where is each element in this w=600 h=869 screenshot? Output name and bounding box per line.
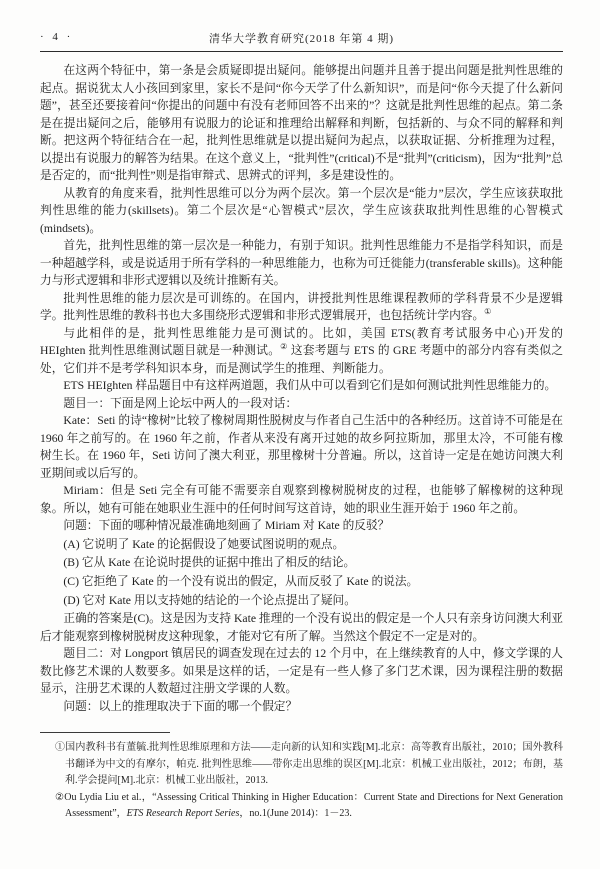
page-header: [40, 30, 563, 45]
text-run: 与此相伴的是，批判性思维能力是可测试的。比如，美国 ETS(教育考试服务中心)开发的 HEIghten 批判性思维测试题目就是一种测试。: [40, 326, 563, 357]
option-b: [40, 554, 563, 572]
journal-title: 清华大学教育研究(2018 年第 4 期): [208, 33, 395, 45]
text-run: ETS HEIghten 样品题目中有这样两道题，我们从中可以看到它们是如何测试批判性思维能力的。: [63, 379, 557, 392]
page-number: · 4 ·: [40, 31, 74, 43]
text-run: Kate：Seti 的诗“橡树”比较了橡树周期性脱树皮与作者自己生活中的各种经历。这首诗不可能是在 1960 年之前写的。在 1960 年之前，作者从来没有离开过她的故乡阿拉斯加，那里太冷，不可能有橡树生长。在 1960 年，Seti 访问了澳大利亚，那里橡树十分普遍。所以，这首诗一定是在她访问澳大利亚期间或以后写的。: [40, 414, 563, 480]
paragraph: [40, 377, 563, 395]
paragraph: [40, 185, 563, 238]
text-run: 从教育的角度来看，批判性思维可以分为两个层次。第一个层次是“能力”层次，学生应该获取批判性思维的能力(skillsets)。第二个层次是“心智模式”层次，学生应该获取批判性思维的心智模式(mindsets)。: [40, 186, 563, 235]
text-run: 问题：下面的哪种情况最准确地刻画了 Miriam 对 Kate 的反驳？: [63, 519, 390, 532]
text-run: (C) 它拒绝了 Kate 的一个没有说出的假定，从而反驳了 Kate 的说法。: [63, 575, 419, 589]
paragraph: [40, 290, 563, 325]
footnote: [40, 740, 563, 789]
paragraph: [40, 395, 563, 413]
footnotes-list: [40, 740, 563, 822]
footnote-marker: ①: [55, 742, 66, 754]
paragraph: [40, 517, 563, 535]
footnote-ref: ②: [280, 342, 288, 352]
paragraph: [40, 62, 563, 185]
text-run: ，no.1(June 2014)：1－23.: [239, 808, 352, 820]
text-run: 正确的答案是(C)。这是因为支持 Kate 推理的一个没有说出的假定是一个人只有亲身访问澳大利亚后才能观察到橡树脱树皮这种现象，才能对它有所了解。当然这个假定不一定是对的。: [40, 612, 563, 643]
text-run: 这套考题与 ETS 的 GRE 考题中的部分内容有类似之处，它们并不是考学科知识本身，而是测试学生的推理、判断能力。: [40, 344, 564, 375]
text-run: 题目一：下面是网上论坛中两人的一段对话：: [63, 396, 298, 410]
text-run: (B) 它从 Kate 在论说时提供的证据中推出了相反的结论。: [63, 556, 356, 570]
footnote-marker: ②: [55, 791, 65, 803]
paragraph: [40, 482, 563, 517]
paragraph: [40, 237, 563, 290]
option-c: [40, 573, 563, 591]
text-run: 批判性思维的能力层次是可训练的。在国内，讲授批判性思维课程教师的学科背景不少是逻辑学。批判性思维的教科书也大多围绕形式逻辑和非形式逻辑展开，也包括统计学内容。: [40, 291, 563, 322]
header-rule: [40, 51, 563, 52]
footnote-ref: ①: [484, 307, 492, 317]
text-run: 国内教科书有董毓.批判性思维原理和方法——走向新的认知和实践[M].北京：高等教育出版社，2010；国外教科书翻译为中文的有摩尔，帕克. 批判性思维——带你走出思维的误区[M].北京：机械工业出版社，2012；布朗，基利.学会提问[M].北京：机械工业出版社，2013.: [65, 742, 563, 787]
text-run: 题目二：对 Longport 镇居民的调查发现在过去的 12 个月中，在上继续教育的人中，修文学课的人数比修艺术课的人数要多。如果是这样的话，一定是有一些人修了多门艺术课，因为课程注册的数据显示，注册艺术课的人数超过注册文学课的人数。: [40, 647, 563, 696]
text-run: 在这两个特征中，第一条是会质疑即提出疑问。能够提出问题并且善于提出问题是批判性思维的起点。据说犹太人小孩回到家里，家长不是问“你今天学了什么新知识”，而是问“你今天提了什么新问题”，甚至还要接着问“你提出的问题中有没有老师回答不出来的”？这就是批判性思维的起点。第二条是在提出疑问之后，能够用有说服力的论证和推理给出解释和判断，包括新的、与众不同的解释和判断。把这两个特征结合在一起，批判性思维就是以提出疑问为起点，以获取证据、分析推理为过程，以提出有说服力的解答为结果。在这个意义上，“批判性”(critical)不是“批判”(criticism)，因为“批判”总是否定的，而“批判性”则是指审辩式、思辨式的评判，多是建设性的。: [40, 64, 563, 182]
text-run: 首先，批判性思维的第一层次是一种能力，有别于知识。批判性思维能力不是指学科知识，而是一种超越学科，或是说适用于所有学科的一种思维能力，也称为可迁徙能力(transferable skills)。这种能力与形式逻辑和非形式逻辑以及统计推断有关。: [40, 239, 563, 287]
text-run: (A) 它说明了 Kate 的论据假设了她要试图说明的观点。: [63, 537, 345, 551]
text-run: Ou Lydia Liu et al.，“Assessing Critical Thinking in Higher Education：Current State and Directions for Next Generation Assessment”，: [64, 791, 563, 820]
paragraph: [40, 645, 563, 698]
article-body: [40, 62, 563, 715]
paragraph: [40, 412, 563, 482]
italic-text: ETS Research Report Series: [126, 808, 240, 820]
footnote-separator: [40, 732, 170, 733]
paragraph: [40, 698, 563, 716]
paragraph: [40, 610, 563, 645]
paragraph: [40, 325, 563, 378]
footnote: [40, 790, 563, 823]
option-a: [40, 536, 563, 554]
text-run: Miriam：但是 Seti 完全有可能不需要亲自观察到橡树脱树皮的过程，也能够了解橡树的这种现象。所以，她有可能在她职业生涯中的任何时间写这首诗，她的职业生涯开始于 1960 年之前。: [40, 484, 563, 515]
option-d: [40, 592, 563, 610]
text-run: (D) 它对 Kate 用以支持她的结论的一个论点提出了疑问。: [63, 593, 356, 607]
text-run: 问题：以上的推理取决于下面的哪一个假定？: [63, 699, 298, 713]
